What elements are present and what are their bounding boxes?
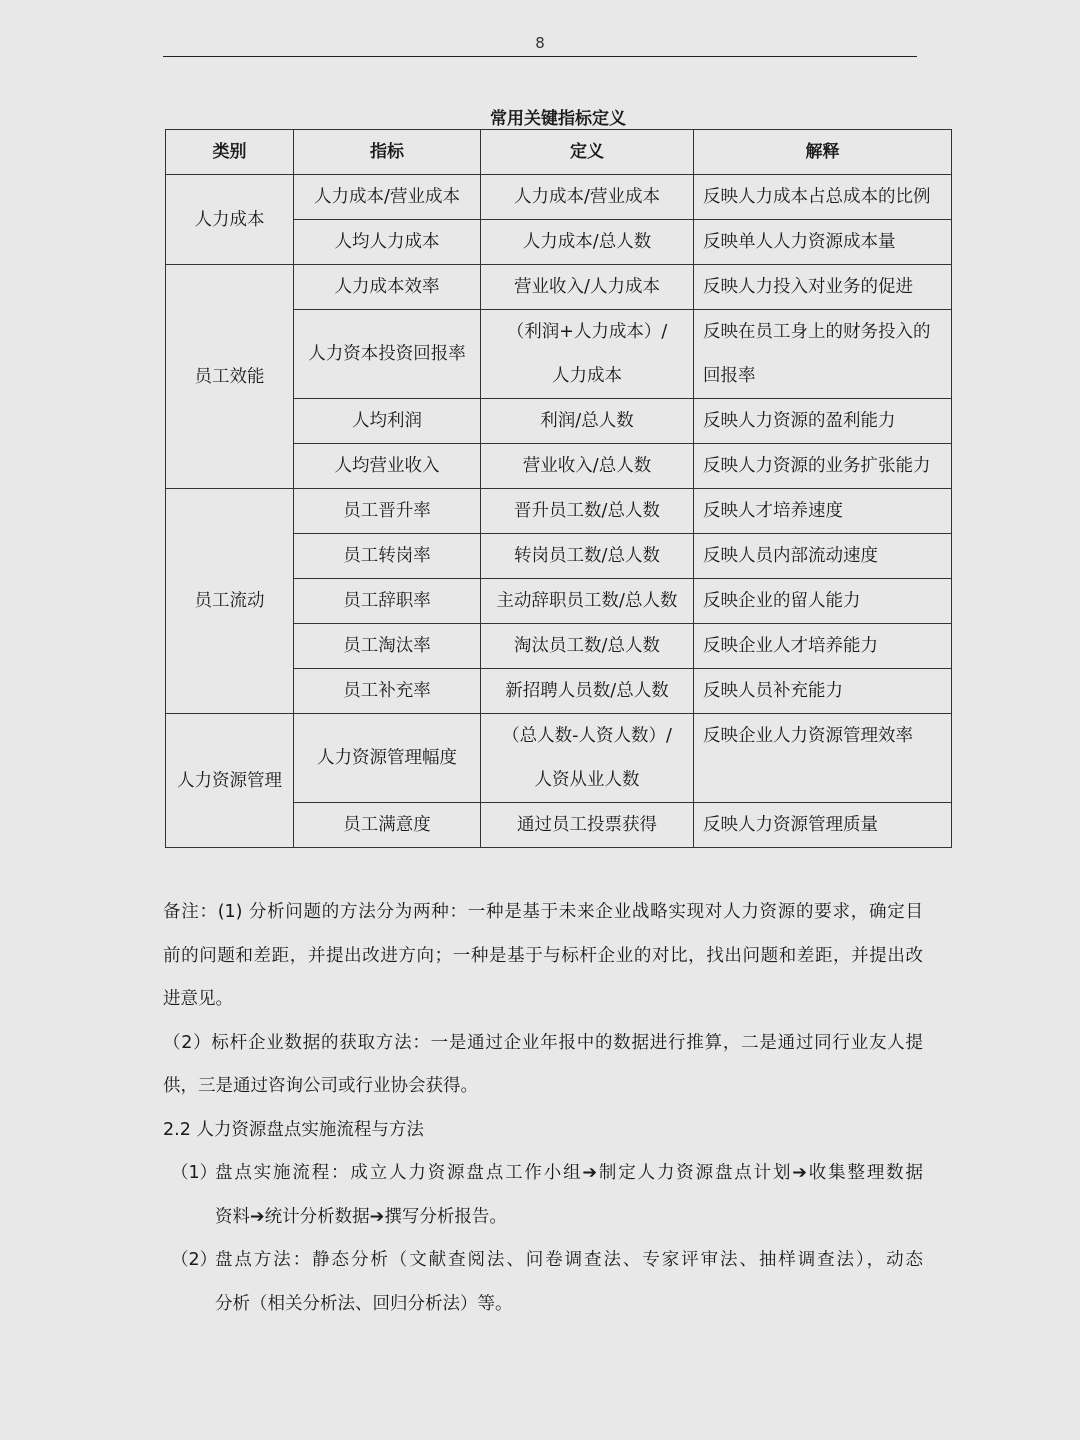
indicator-cell: 人力成本/营业成本 — [294, 175, 481, 220]
indicator-cell: 人力资源管理幅度 — [294, 714, 481, 803]
explanation-cell: 反映企业人才培养能力 — [694, 624, 952, 669]
indicator-cell: 人均营业收入 — [294, 444, 481, 489]
definition-line: （利润+人力成本）/ — [506, 322, 668, 342]
table-header-row — [166, 130, 952, 175]
item-number: （2） — [171, 1250, 218, 1270]
note-line: （2）标杆企业数据的获取方法：一是通过企业年报中的数据进行推算，二是通过同行业友人提 — [163, 1032, 923, 1053]
note-line: 供，三是通过咨询公司或行业协会获得。 — [163, 1076, 478, 1096]
category-cell: 员工效能 — [166, 265, 294, 489]
explanation-cell: 反映人力资源的盈利能力 — [694, 399, 952, 444]
notes-section — [163, 891, 923, 1326]
item-line: 盘点实施流程：成立人力资源盘点工作小组➔制定人力资源盘点计划➔收集整理数据 — [215, 1163, 923, 1183]
note-line: 备注：(1) 分析问题的方法分为两种：一种是基于未来企业战略实现对人力资源的要求，确定目 — [163, 902, 923, 922]
category-cell: 员工流动 — [166, 489, 294, 714]
list-item — [163, 1152, 923, 1239]
page-number: 8 — [535, 34, 545, 52]
category-cell: 人力资源管理 — [166, 714, 294, 848]
explanation-cell: 反映单人人力资源成本量 — [694, 220, 952, 265]
definition-cell: 营业收入/人力成本 — [481, 265, 694, 310]
explanation-line: 回报率 — [703, 366, 756, 386]
definition-cell: 转岗员工数/总人数 — [481, 534, 694, 579]
explanation-cell: 反映人力投入对业务的促进 — [694, 265, 952, 310]
item-number: （1） — [171, 1163, 218, 1183]
indicator-cell: 人力资本投资回报率 — [294, 310, 481, 399]
item-line: 资料➔统计分析数据➔撰写分析报告。 — [215, 1206, 507, 1227]
explanation-cell: 反映人力资源的业务扩张能力 — [694, 444, 952, 489]
explanation-cell: 反映人力成本占总成本的比例 — [694, 175, 952, 220]
note-line: 进意见。 — [163, 989, 233, 1009]
explanation-cell: 反映人员内部流动速度 — [694, 534, 952, 579]
definition-cell: 人力成本/总人数 — [481, 220, 694, 265]
definition-cell: 新招聘人员数/总人数 — [481, 669, 694, 714]
definition-cell: 淘汰员工数/总人数 — [481, 624, 694, 669]
header-explanation: 解释 — [694, 130, 952, 175]
definition-line: （总人数-人资人数）/ — [502, 726, 672, 746]
definition-cell: 通过员工投票获得 — [481, 803, 694, 848]
explanation-cell — [694, 310, 952, 399]
list-item — [163, 1239, 923, 1326]
indicator-cell: 人均人力成本 — [294, 220, 481, 265]
explanation-cell: 反映企业的留人能力 — [694, 579, 952, 624]
explanation-cell: 反映人员补充能力 — [694, 669, 952, 714]
indicator-cell: 员工辞职率 — [294, 579, 481, 624]
table-row — [166, 265, 952, 310]
indicator-cell: 员工补充率 — [294, 669, 481, 714]
explanation-cell: 反映人力资源管理质量 — [694, 803, 952, 848]
item-line: 盘点方法：静态分析（文献查阅法、问卷调查法、专家评审法、抽样调查法），动态 — [215, 1250, 923, 1270]
definition-cell: 营业收入/总人数 — [481, 444, 694, 489]
definition-cell: 晋升员工数/总人数 — [481, 489, 694, 534]
table-row — [166, 175, 952, 220]
kpi-definition-table — [165, 129, 952, 848]
definition-line: 人资从业人数 — [534, 770, 640, 790]
indicator-cell: 员工转岗率 — [294, 534, 481, 579]
indicator-cell: 人均利润 — [294, 399, 481, 444]
header-definition: 定义 — [481, 130, 694, 175]
header-category: 类别 — [166, 130, 294, 175]
note-line: 前的问题和差距，并提出改进方向；一种是基于与标杆企业的对比，找出问题和差距，并提出改 — [163, 945, 923, 966]
definition-cell — [481, 714, 694, 803]
section-heading: 2.2 人力资源盘点实施流程与方法 — [163, 1119, 424, 1140]
header-rule — [163, 56, 917, 57]
indicator-cell: 人力成本效率 — [294, 265, 481, 310]
table-title: 常用关键指标定义 — [490, 109, 626, 129]
item-line: 分析（相关分析法、回归分析法）等。 — [215, 1293, 513, 1314]
definition-line: 人力成本 — [552, 366, 622, 386]
header-indicator: 指标 — [294, 130, 481, 175]
definition-cell: 主动辞职员工数/总人数 — [481, 579, 694, 624]
indicator-cell: 员工满意度 — [294, 803, 481, 848]
indicator-cell: 员工晋升率 — [294, 489, 481, 534]
definition-cell: 人力成本/营业成本 — [481, 175, 694, 220]
explanation-line: 反映在员工身上的财务投入的 — [703, 322, 931, 342]
explanation-cell: 反映人才培养速度 — [694, 489, 952, 534]
definition-cell: 利润/总人数 — [481, 399, 694, 444]
indicator-cell: 员工淘汰率 — [294, 624, 481, 669]
explanation-cell: 反映企业人力资源管理效率 — [694, 714, 952, 803]
table-row — [166, 489, 952, 534]
definition-cell — [481, 310, 694, 399]
table-row — [166, 714, 952, 803]
category-cell: 人力成本 — [166, 175, 294, 265]
